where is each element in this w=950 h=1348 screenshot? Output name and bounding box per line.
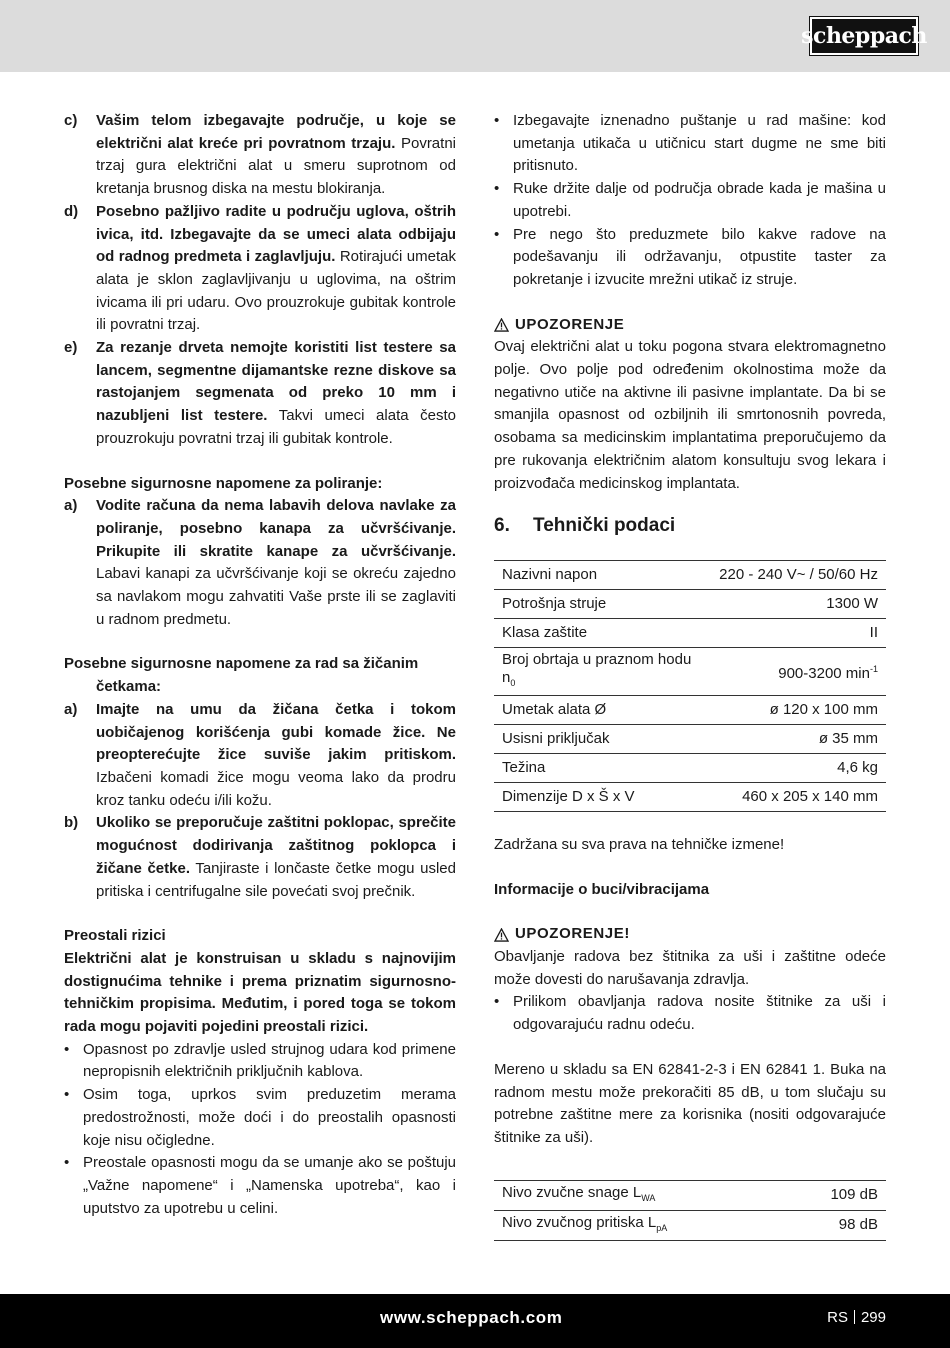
spec-value-sup: -1 [869, 663, 878, 674]
polishing-heading: Posebne sigurnosne napomene za poliranje: [64, 474, 383, 492]
noise-value: 98 dB [784, 1210, 886, 1240]
website-link[interactable]: www.scheppach.com [380, 1308, 563, 1327]
table-row [494, 782, 886, 811]
bullet-text: Prilikom obavljanja radova nosite štitnike za uši i odgovarajuću radnu odeću. [513, 993, 886, 1034]
spec-label: Dimenzije D x Š x V [494, 782, 711, 811]
list-bold-text: Za rezanje drveta nemojte koristiti list testere sa lancem, segmentne dijamantske rezne diskove sa rastojanjem segmenata od preko 10 mm i nazubljeni list testere. [96, 339, 456, 425]
page-number [827, 1309, 886, 1326]
bullet-item [494, 224, 886, 292]
specs-table [494, 560, 886, 812]
list-bold-text: Posebno pažljivo radite u području uglova, oštrih ivica, itd. Izbegavajte da se umeci alata odbijaju od radnog predmeta i zaglavljuju. [96, 202, 456, 266]
section-heading [494, 515, 886, 538]
brand-logo: scheppach [810, 17, 918, 55]
bullet-dot: • [494, 180, 500, 198]
warning-triangle-icon [494, 928, 509, 942]
noise-heading: Informacije o buci/vibracijama [494, 880, 710, 898]
warning-heading [494, 314, 886, 337]
separator [854, 1310, 855, 1324]
header-bar [0, 0, 950, 72]
table-row [494, 618, 886, 647]
heading-line-1: Posebne sigurnosne napomene za rad sa žičanim [64, 655, 419, 673]
right-column [494, 110, 886, 1241]
list-text: Tanjiraste i lončaste četke mogu usled pritiska i centrifugalne sile povećati svoj prečnik. [96, 859, 456, 900]
list-label: a) [64, 700, 78, 718]
table-row [494, 560, 886, 589]
rights-note: Zadržana su sva prava na tehničke izmene! [494, 835, 785, 853]
table-row [494, 695, 886, 724]
list-item-e [64, 337, 456, 451]
list-text: Rotirajući umetak alata je sklon zaglavljivanju u uglovima, na oštrim ivicama ili pri udaru. Ovo prouzrokuje gubitak kontrole ili povratni trzaj. [96, 248, 456, 334]
list-label: c) [64, 112, 78, 129]
noise-value: 109 dB [784, 1180, 886, 1210]
warning-heading [494, 923, 886, 946]
warning-title: UPOZORENJE! [515, 925, 630, 943]
bullet-text: Pre nego što preduzmete bilo kakve radove na podešavanju ili održavanju, otpustite taster za pokretanje i izvucite mrežni utikač iz struje. [513, 225, 886, 288]
table-row [494, 724, 886, 753]
spec-value: ø 35 mm [711, 724, 886, 753]
spec-label-text: Broj obrtaja u praznom hodu n [502, 650, 692, 686]
warning-text: Ovaj električni alat u toku pogona stvara elektromagnetno polje. Ovo polje pod određenim okolnostima može da negativno utiče na aktivne ili pasivne implantate. Da bi se smanjila opasnost od ozbiljnih ili smrtonosnih povreda, osobama sa medicinskim implantatima preporučujemo da pre rukovanja električnim alatom konsultuju svog lekara i proizvođača medicinskog implantata. [494, 338, 886, 492]
bullet-dot: • [494, 993, 500, 1011]
spec-label: Umetak alata Ø [494, 695, 711, 724]
spec-value: 4,6 kg [711, 753, 886, 782]
spec-label [494, 647, 711, 695]
list-bold-text: Ukoliko se preporučuje zaštitni poklopac, sprečite mogućnost dodirivanja zaštitnog poklopca i žičane četke. [96, 814, 456, 877]
list-item-wire-a [64, 699, 456, 813]
residual-risks-heading: Preostali rizici [64, 927, 166, 945]
noise-label [494, 1210, 784, 1240]
spec-label-sub: 0 [510, 677, 516, 688]
section-title: Tehnički podaci [533, 515, 676, 537]
spec-value: 460 x 205 x 140 mm [711, 782, 886, 811]
spec-value: II [711, 618, 886, 647]
table-row [494, 753, 886, 782]
spec-label: Potrošnja struje [494, 589, 711, 618]
spec-value [711, 647, 886, 695]
spec-label: Težina [494, 753, 711, 782]
list-text: Labavi kanapi za učvršćivanje koji se okreću zajedno sa navlakom mogu zahvatiti Vaše prste ili se zaglaviti u radnom predmetu. [96, 565, 456, 628]
table-row [494, 1180, 886, 1210]
noise-label [494, 1180, 784, 1210]
list-label: e) [64, 339, 78, 357]
list-item-c [64, 110, 456, 201]
list-label: a) [64, 497, 78, 515]
bullet-item [494, 991, 886, 1036]
bullet-dot: • [64, 1154, 70, 1172]
measurement-text: Mereno u skladu sa EN 62841-2-3 i EN 62841 1. Buka na radnom mestu može prekoračiti 85 dB, u tom slučaju su potrebne zaštitne mere za korisnika (nositi odgovarajuće štitnike za uši). [494, 1060, 886, 1146]
residual-risks-intro: Električni alat je konstruisan u skladu s najnovijim dostignućima tehnike i prema priznatim sigurnosno-tehničkim propisima. Međutim, i pored toga se tokom rada mogu pojaviti pojedini preostali rizici. [64, 949, 456, 1036]
list-bold-text: Vodite računa da nema labavih delova navlake za poliranje, posebno kanapa za učvršćivanje. Prikupite ili skratite kanape za učvršćivanje. [96, 497, 456, 560]
spec-label: Nazivni napon [494, 560, 711, 589]
bullet-dot: • [64, 1086, 70, 1104]
warning-title: UPOZORENJE [515, 315, 625, 333]
spec-label: Usisni priključak [494, 724, 711, 753]
bullet-dot: • [494, 225, 500, 243]
bullet-text: Opasnost po zdravlje usled strujnog udara kod primene nepropisnih električnih priključnih kablova. [83, 1040, 456, 1081]
table-row [494, 1210, 886, 1240]
list-text: Povratni trzaj gura električni alat u smeru suprotnom od kretanja brusnog diska na mestu blokiranja. [96, 134, 456, 198]
list-label: b) [64, 814, 79, 832]
list-bold-text: Imajte na umu da žičana četka i tokom uobičajenog korišćenja gubi komade žice. Ne preopterećujte žice suviše jakim pritiskom. [96, 700, 456, 764]
spec-value-text: 900-3200 min [778, 664, 870, 682]
list-item-polishing-a [64, 495, 456, 631]
wire-brush-heading [64, 653, 456, 698]
spec-label: Klasa zaštite [494, 618, 711, 647]
table-row [494, 589, 886, 618]
footer-bar [0, 1294, 950, 1348]
list-bold-text: Vašim telom izbegavajte područje, u koje se električni alat kreće pri povratnom trzaju. [96, 112, 456, 152]
list-label: d) [64, 202, 79, 220]
noise-label-text: Nivo zvučnog pritiska L [502, 1213, 657, 1231]
warning-triangle-icon [494, 318, 509, 332]
bullet-text: Osim toga, uprkos svim preduzetim merama predostrožnosti, može doći i do preostalih opasnosti koje nisu očigledne. [83, 1086, 456, 1149]
bullet-text: Preostale opasnosti mogu da se umanje ako se poštuju „Važne napomene“ i „Namenska upotreba“, kao i uputstvo za upotrebu u celini. [83, 1154, 456, 1217]
spec-value: ø 120 x 100 mm [711, 695, 886, 724]
noise-label-sub: pA [656, 1222, 668, 1233]
table-row [494, 647, 886, 695]
page-num: 299 [860, 1309, 886, 1326]
noise-label-text: Nivo zvučne snage L [502, 1183, 642, 1201]
list-item-d [64, 201, 456, 337]
left-column [64, 110, 456, 1220]
list-text: Izbačeni komadi žice mogu veoma lako da prodru kroz tanku odeću i/ili kožu. [96, 768, 456, 809]
noise-table [494, 1180, 886, 1241]
bullet-dot: • [64, 1040, 70, 1058]
heading-line-2: četkama: [96, 678, 162, 696]
spec-value: 1300 W [711, 589, 886, 618]
bullet-item [494, 178, 886, 223]
bullet-dot: • [494, 112, 500, 129]
bullet-text: Izbegavajte iznenadno puštanje u rad mašine: kod umetanja utikača u utičnicu start dugme ne sme biti pritisnuto. [513, 112, 886, 175]
bullet-item [64, 1152, 456, 1220]
noise-label-sub: WA [641, 1192, 656, 1203]
warning-text: Obavljanje radova bez štitnika za uši i zaštitne odeće može dovesti do narušavanja zdravlja. [494, 948, 886, 988]
list-item-wire-b [64, 812, 456, 903]
bullet-item [64, 1084, 456, 1152]
section-number: 6. [494, 515, 510, 537]
bullet-item [494, 110, 886, 178]
bullet-text: Ruke držite dalje od područja obrade kada je mašina u upotrebi. [513, 180, 886, 220]
bullet-item [64, 1039, 456, 1084]
language-code: RS [827, 1309, 848, 1326]
list-text: Takvi umeci alata često prouzrokuju povratni trzaj ili gubitak kontrole. [96, 407, 456, 447]
spec-value: 220 - 240 V~ / 50/60 Hz [711, 560, 886, 589]
